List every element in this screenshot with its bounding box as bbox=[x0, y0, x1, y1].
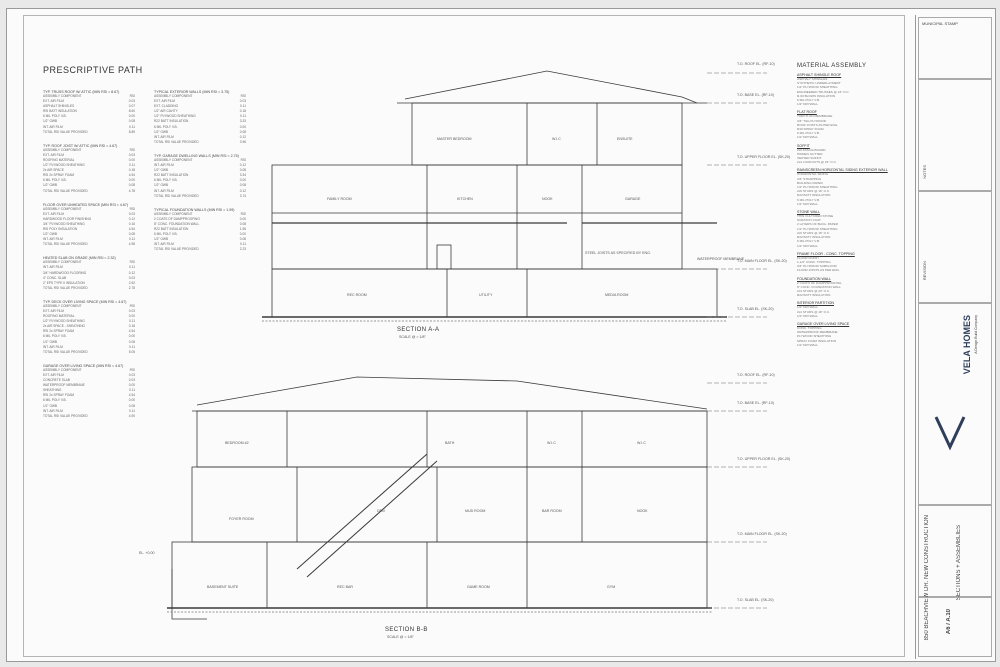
rsi-cell: 0.08 bbox=[128, 119, 135, 124]
component-cell: 2x AIR SPACE bbox=[43, 168, 64, 173]
material-assembly-title: RAINSCREEN HORIZONTAL SIDING EXTERIOR WALL bbox=[797, 168, 888, 173]
rsi-cell: 0.12 bbox=[239, 163, 246, 168]
rsi-cell: 0.11 bbox=[129, 237, 135, 242]
component-cell: 8" CONC. FOUNDATION WALL bbox=[154, 221, 200, 226]
rsi-cell: 0.11 bbox=[129, 344, 135, 349]
component-cell: EXT. AIR FILM bbox=[43, 309, 64, 313]
material-line: 1/2" DRYWALL bbox=[797, 102, 819, 107]
rsi-cell: 5.05 bbox=[128, 349, 135, 354]
rsi-cell: RSI bbox=[129, 303, 135, 308]
rsi-table-title: TYP. DECK OVER LIVING SPACE (MIN RSI = 4.67) bbox=[43, 299, 127, 304]
rsi-cell: 0.11 bbox=[129, 388, 135, 393]
rsi-cell: 0.03 bbox=[128, 309, 135, 313]
annotation: WATERPROOF MEMBRANE bbox=[697, 257, 745, 261]
material-line: R-60 BLOWN INSULATION bbox=[797, 93, 836, 98]
component-cell: 3/4" HARDWOOD FLOORING bbox=[43, 270, 87, 275]
component-cell: RSI 2x SPRAY FOAM bbox=[43, 329, 75, 334]
rsi-cell: RSI bbox=[129, 94, 135, 98]
component-cell: 4" CONC. SLAB bbox=[43, 275, 67, 280]
rsi-cell: 0.00 bbox=[128, 157, 135, 162]
component-cell: TOTAL RSI VALUE PROVIDED bbox=[43, 188, 88, 193]
component-cell: 1/2" PLYWOOD SHEATHING bbox=[43, 319, 85, 324]
component-cell: WATERPROOF MEMBRANE bbox=[43, 383, 85, 388]
component-cell: 1/2" GWB bbox=[154, 183, 169, 188]
component-cell: EXT. AIR FILM bbox=[43, 152, 64, 157]
room-label: MUD ROOM bbox=[465, 509, 486, 513]
component-cell: R22 BATT INSULATION bbox=[154, 119, 189, 124]
material-line: 1/2" PLYWOOD SHEATHING bbox=[797, 85, 838, 90]
component-cell: 6 MIL POLY V.B. bbox=[43, 398, 67, 403]
component-cell: TOTAL RSI VALUE PROVIDED bbox=[43, 285, 88, 290]
material-line: 2x6 STUDS @ 16" O.C. bbox=[797, 189, 830, 194]
rsi-table-title: TYP. TRUSS ROOF W/ ATTIC (MIN RSI = 8.67) bbox=[43, 90, 120, 94]
rsi-cell: 0.18 bbox=[239, 109, 246, 114]
component-cell: EXT. AIR FILM bbox=[154, 99, 175, 104]
material-assembly-title: ASPHALT SHINGLE ROOF bbox=[797, 73, 842, 77]
notes-box bbox=[918, 79, 992, 191]
component-cell: TOTAL RSI VALUE PROVIDED bbox=[154, 139, 199, 144]
component-cell: 6 MIL POLY V.B. bbox=[154, 178, 178, 183]
component-cell: R22 BATT INSULATION bbox=[154, 173, 189, 178]
material-line: SYNTHETIC UNDERLAYMENT bbox=[797, 81, 841, 86]
level-label: T.O. SLAB EL. (SK-20) bbox=[737, 598, 774, 602]
material-line: 3/4" PLYWOOD SUBFLOOR bbox=[797, 264, 837, 269]
rsi-cell: 8.60 bbox=[128, 109, 135, 114]
vela-logo-icon bbox=[930, 411, 970, 451]
rsi-table-title: FLOOR OVER UNHEATED SPACE (MIN RSI = 4.67) bbox=[43, 202, 129, 207]
room-label: MEDIA ROOM bbox=[605, 293, 629, 297]
material-assembly-title: SOFFIT bbox=[797, 143, 810, 148]
rsi-cell: 0.08 bbox=[128, 232, 135, 237]
rsi-cell: 0.11 bbox=[240, 242, 246, 247]
room-label: KITCHEN bbox=[457, 197, 473, 201]
rsi-cell: 1.96 bbox=[239, 226, 246, 231]
material-line: FLOOR JOISTS AS PER ENG. bbox=[797, 268, 840, 273]
component-cell: EXT. AIR FILM bbox=[43, 372, 64, 377]
rsi-cell: 0.12 bbox=[239, 188, 246, 193]
component-cell: 6 MIL POLY V.B. bbox=[43, 334, 67, 339]
annotation: STEEL JOISTS AS SPECIFIED BY ENG. bbox=[585, 251, 651, 255]
room-label: FOYER ROOM bbox=[229, 517, 254, 521]
component-cell: 3/4" PLYWOOD SHEATHING bbox=[43, 221, 85, 226]
drawing-sheet bbox=[6, 8, 996, 662]
material-line: BUILDING PAPER bbox=[797, 180, 823, 185]
rsi-cell: 0.03 bbox=[239, 99, 246, 104]
section-b-scale: SCALE @ = 1/8" bbox=[387, 635, 414, 639]
room-label: BASEMENT SUITE bbox=[207, 585, 239, 589]
rsi-cell: RSI bbox=[240, 94, 246, 98]
rsi-cell: RSI bbox=[129, 367, 135, 372]
rsi-cell: 0.16 bbox=[128, 221, 135, 226]
component-cell: 1/2" GWB bbox=[154, 168, 169, 173]
material-assembly-title: FLAT ROOF bbox=[797, 110, 817, 115]
room-label: UTILITY bbox=[479, 293, 493, 297]
rsi-cell: 0.11 bbox=[129, 163, 135, 168]
material-line: 6 MIL POLY V.B. bbox=[797, 131, 820, 136]
rsi-cell: RSI bbox=[129, 260, 135, 265]
material-line: SCRATCH COAT bbox=[797, 218, 821, 223]
component-cell: EXT. AIR FILM bbox=[43, 211, 64, 216]
component-cell: RSI POLY INSULATION bbox=[43, 226, 78, 231]
component-cell: 1/2" PLYWOOD SHEATHING bbox=[43, 163, 85, 168]
material-line: 2x4 STUDS @ 24" O.C. bbox=[797, 288, 830, 293]
material-line: CONC. TOPPING bbox=[797, 325, 822, 330]
logo-name: VELA HOMES bbox=[962, 315, 972, 375]
rsi-cell: 0.12 bbox=[128, 216, 135, 221]
component-cell: 1/2" GWB bbox=[43, 232, 58, 237]
material-line: 2 LAYERS OF BLDG. PAPER bbox=[797, 222, 838, 227]
material-line: R22 BATT INSULATION bbox=[797, 193, 831, 198]
material-line: R22 BATT INSULATION bbox=[797, 293, 831, 298]
component-cell: INT. AIR FILM bbox=[43, 237, 63, 242]
component-cell: 2x AIR SPACE - SHEATHING bbox=[43, 324, 86, 329]
level-label: T.O. BASE EL. (RF-10) bbox=[737, 401, 774, 405]
component-cell: ASSEMBLY COMPONENT bbox=[43, 303, 82, 308]
rsi-cell: 0.11 bbox=[240, 104, 246, 109]
component-cell: 6 MIL POLY V.B. bbox=[154, 232, 178, 237]
rsi-cell: 0.03 bbox=[128, 152, 135, 157]
level-label: T.O. ROOF EL. (RF-10) bbox=[737, 373, 775, 377]
rsi-cell: 4.54 bbox=[128, 393, 135, 398]
material-assembly bbox=[797, 63, 915, 347]
rsi-cell: 3.34 bbox=[239, 173, 246, 178]
rsi-cell: 0.00 bbox=[239, 232, 246, 237]
component-cell: RSI BATT INSULATION bbox=[43, 109, 77, 114]
component-cell: 1/2" PLYWOOD SHEATHING bbox=[154, 114, 196, 119]
component-cell: ROOFING MATERIAL bbox=[43, 157, 75, 162]
rsi-cell: 0.08 bbox=[239, 183, 246, 188]
rsi-cell: 0.12 bbox=[239, 134, 246, 139]
component-cell: 1/2" AIR CAVITY bbox=[154, 109, 178, 114]
material-line: ENGINEERED TRUSSES @ 24" O.C. bbox=[797, 89, 850, 94]
rsi-cell: 0.11 bbox=[129, 319, 135, 324]
component-cell: TOTAL RSI VALUE PROVIDED bbox=[43, 129, 88, 134]
rsi-cell: 0.00 bbox=[128, 383, 135, 388]
material-assembly-title: INTERIOR PARTITION bbox=[797, 301, 835, 306]
rsi-cell: 0.00 bbox=[239, 178, 246, 183]
sheet-number-box bbox=[918, 597, 992, 657]
rsi-cell: 4.78 bbox=[128, 188, 135, 193]
material-line: WATERPROOF MEMBRANE bbox=[797, 330, 838, 335]
material-list bbox=[797, 73, 915, 347]
component-cell: INT. AIR FILM bbox=[43, 408, 63, 413]
component-cell: ASSEMBLY COMPONENT bbox=[43, 147, 82, 152]
rsi-cell: 0.08 bbox=[239, 237, 246, 242]
rsi-cell: 2.52 bbox=[128, 280, 135, 285]
rsi-cell: 0.08 bbox=[239, 129, 246, 134]
component-cell: RSI 2x SPRAY FOAM bbox=[43, 393, 75, 398]
rsi-cell: 0.03 bbox=[128, 211, 135, 216]
project-name: 850 BEACHVIEW DR. NEW CONSTRUCTION bbox=[924, 515, 930, 641]
material-line: R22 BATT INSULATION bbox=[797, 235, 831, 240]
component-cell: ASSEMBLY COMPONENT bbox=[43, 260, 82, 265]
title-block bbox=[915, 15, 994, 659]
component-cell: INT. AIR FILM bbox=[43, 124, 63, 129]
level-label: T.O. BASE EL. (RF-10) bbox=[737, 93, 774, 97]
material-line: 1/2" DRYWALL bbox=[797, 201, 819, 206]
rsi-cell: 8.89 bbox=[128, 129, 135, 134]
room-label: GARAGE bbox=[625, 197, 641, 201]
material-line: 2x6 STUDS @ 16" O.C. bbox=[797, 230, 830, 235]
room-label: BATH bbox=[445, 441, 455, 445]
section-a-drawing bbox=[262, 71, 727, 321]
material-line: THIN CULTURED STONE bbox=[797, 214, 834, 219]
component-cell: ASSEMBLY COMPONENT bbox=[43, 94, 82, 98]
rsi-cell: RSI bbox=[240, 157, 246, 162]
material-assembly-heading: MATERIAL ASSEMBLY bbox=[797, 63, 867, 69]
component-cell: ASSEMBLY COMPONENT bbox=[43, 367, 82, 372]
material-line: 2x6 FASCIA BOARD bbox=[797, 147, 826, 152]
component-cell: 2" EPS TYPE II INSULATION bbox=[43, 280, 85, 285]
rsi-cell: 0.08 bbox=[128, 339, 135, 344]
room-label: MASTER BEDROOM bbox=[437, 137, 472, 141]
material-line: 6 MIL POLY V.B. bbox=[797, 239, 820, 244]
component-cell: 1/2" GWB bbox=[43, 339, 58, 344]
rsi-cell: 3.74 bbox=[239, 193, 246, 198]
component-cell: 1/2" GWB bbox=[154, 129, 169, 134]
component-cell: TOTAL RSI VALUE PROVIDED bbox=[43, 413, 88, 418]
material-assembly-title: GARAGE OVER LIVING SPACE bbox=[797, 321, 850, 326]
rsi-cell: RSI bbox=[240, 211, 246, 216]
annotation: EL. +0.00 bbox=[139, 551, 155, 555]
material-line: 2x4 STUDS @ 16" O.C. bbox=[797, 309, 830, 314]
rsi-table-title: TYP. ROOF JOIST W/ ATTIC (MIN RSI = 4.67) bbox=[43, 143, 118, 148]
rsi-cell: 0.08 bbox=[239, 168, 246, 173]
component-cell: 1/2" GWB bbox=[43, 183, 58, 188]
component-cell: 6 MIL POLY V.B. bbox=[154, 124, 178, 129]
material-line: SPRAY FOAM INSULATION bbox=[797, 338, 837, 343]
component-cell: ASSEMBLY COMPONENT bbox=[43, 206, 82, 211]
rsi-cell: 0.07 bbox=[128, 104, 135, 109]
prescriptive-path-heading: PRESCRIPTIVE PATH bbox=[43, 65, 143, 75]
component-cell: INT. AIR FILM bbox=[43, 265, 63, 270]
room-label: REC BAR bbox=[337, 585, 353, 589]
rsi-cell: 0.11 bbox=[129, 408, 135, 413]
rsi-cell: 0.03 bbox=[128, 372, 135, 377]
rsi-cell: 0.03 bbox=[128, 275, 135, 280]
component-cell: 1/2" GWB bbox=[43, 119, 58, 124]
rsi-cell: 0.12 bbox=[128, 270, 135, 275]
rsi-cell: 0.18 bbox=[128, 324, 135, 329]
room-label: W.I.C bbox=[637, 441, 646, 445]
room-label: GAME ROOM bbox=[467, 585, 490, 589]
material-line: 1/2" DRYWALL bbox=[797, 305, 819, 310]
section-a-scale: SCALE @ = 1/8" bbox=[399, 335, 426, 339]
material-assembly-title: FOUNDATION WALL bbox=[797, 276, 832, 281]
material-line: 1/2" PLYWOOD SHEATHING bbox=[797, 185, 838, 190]
stamp-box bbox=[918, 17, 992, 79]
room-label: W.I.C bbox=[552, 137, 561, 141]
contractor-box bbox=[918, 303, 992, 505]
material-line: 2x4 LOOKOUTS @ 24" O.C. bbox=[797, 160, 837, 165]
material-line: PLYWOOD SHEATHING bbox=[797, 334, 832, 339]
component-cell: INT. AIR FILM bbox=[43, 344, 63, 349]
logo-tagline: A Design Build Company bbox=[974, 315, 978, 354]
rsi-cell: 4.54 bbox=[128, 329, 135, 334]
material-line: TORCH-ON MEMBRANE bbox=[797, 114, 833, 119]
material-line: 1/2" DRYWALL bbox=[797, 135, 819, 140]
component-cell: ASSEMBLY COMPONENT bbox=[154, 211, 193, 216]
rsi-cell: 0.00 bbox=[239, 124, 246, 129]
component-cell: R22 BATT INSULATION bbox=[154, 226, 189, 231]
rsi-table-title: TYPICAL FOUNDATION WALLS (MIN RSI = 1.99) bbox=[154, 207, 235, 212]
material-line: 8" CONC. FOUNDATION WALL bbox=[797, 284, 841, 289]
room-label: FAMILY ROOM bbox=[327, 197, 352, 201]
rsi-cell: RSI bbox=[129, 147, 135, 152]
revision-label: REVISION bbox=[922, 261, 927, 281]
rsi-table-title: HEATED SLAB ON GRADE (MIN RSI = 2.32) bbox=[43, 256, 116, 261]
rsi-cell: 3.33 bbox=[239, 119, 246, 124]
rsi-cell: 0.03 bbox=[128, 99, 135, 104]
rsi-cell: 4.90 bbox=[128, 413, 135, 418]
rsi-cell: 0.18 bbox=[128, 168, 135, 173]
rsi-cell: 0.00 bbox=[239, 216, 246, 221]
sheet-number: A6 / A.10 bbox=[946, 609, 952, 635]
material-line: ASPHALT SHINGLES bbox=[797, 77, 828, 81]
rsi-cell: 4.54 bbox=[128, 226, 135, 231]
material-line: 1/2" PLYWOOD SHEATHING bbox=[797, 226, 838, 231]
component-cell: INT. AIR FILM bbox=[154, 134, 174, 139]
level-label: T.O. ROOF EL. (RF-10) bbox=[737, 62, 775, 66]
component-cell: INT. AIR FILM bbox=[154, 188, 174, 193]
rsi-cell: 0.11 bbox=[129, 265, 135, 270]
sheet-title: SECTIONS + ASSEMBLIES bbox=[956, 525, 962, 601]
level-label: T.O. MAIN FLOOR EL. (SK-20) bbox=[737, 532, 787, 536]
component-cell: 6 MIL POLY V.B. bbox=[43, 114, 67, 119]
room-label: GYM bbox=[607, 585, 616, 589]
component-cell: CONCRETE SLAB bbox=[43, 378, 70, 383]
component-cell: INT. AIR FILM bbox=[154, 163, 174, 168]
component-cell: ASSEMBLY COMPONENT bbox=[154, 94, 193, 98]
component-cell: TOTAL RSI VALUE PROVIDED bbox=[43, 349, 88, 354]
component-cell: TOTAL RSI VALUE PROVIDED bbox=[154, 247, 199, 252]
revision-box bbox=[918, 191, 992, 303]
level-label: T.O. UPPER FLOOR EL. (SK-20) bbox=[737, 155, 791, 159]
room-label: BEDROOM #2 bbox=[225, 441, 249, 445]
rsi-cell: 0.03 bbox=[128, 378, 135, 383]
rsi-cell: 0.00 bbox=[128, 334, 135, 339]
section-b-title: SECTION B-B bbox=[385, 627, 428, 633]
material-line: 1-1/2" CONC. TOPPING bbox=[797, 259, 831, 264]
material-assembly-title: FRAME FLOOR - CONC. TOPPING bbox=[797, 251, 855, 256]
rsi-cell: 0.08 bbox=[128, 403, 135, 408]
component-cell: INT. AIR FILM bbox=[154, 242, 174, 247]
notes-label: NOTES bbox=[922, 165, 927, 179]
rsi-cell: 0.08 bbox=[128, 183, 135, 188]
section-b-drawing bbox=[167, 377, 712, 619]
material-line: HIDDEN GUTTER bbox=[797, 151, 823, 156]
level-label: T.O. UPPER FLOOR EL. (SK-20) bbox=[737, 457, 791, 461]
rsi-cell: 2.78 bbox=[128, 285, 135, 290]
component-cell: 2 COATS OF DAMPPROOFING bbox=[154, 216, 200, 221]
material-line: 1/2" DRYWALL bbox=[797, 243, 819, 248]
rsi-cell: 4.98 bbox=[128, 242, 135, 247]
component-cell: TOTAL RSI VALUE PROVIDED bbox=[43, 242, 88, 247]
room-label: NOOK bbox=[542, 197, 553, 201]
rsi-table-title: GARAGE OVER LIVING SPACE (MIN RSI = 4.67) bbox=[43, 363, 124, 368]
component-cell: 1/2" GWB bbox=[154, 237, 169, 242]
component-cell: 6 MIL POLY V.B. bbox=[43, 178, 67, 183]
component-cell: ASPHALT SHINGLES bbox=[43, 104, 75, 109]
material-line: 6 MIL POLY V.B. bbox=[797, 98, 820, 103]
material-line: 6 MIL POLY V.B. bbox=[797, 197, 820, 202]
rsi-table-title: TYP. GARAGE DWELLING WALLS (MIN RSI = 2.75) bbox=[154, 153, 239, 158]
rsi-cell: 0.11 bbox=[129, 124, 135, 129]
rsi-cell: 0.00 bbox=[128, 398, 135, 403]
component-cell: HARDWOOD FLOOR FINISHING bbox=[43, 216, 92, 221]
rsi-cell: RSI bbox=[129, 206, 135, 211]
rsi-cell: 3.96 bbox=[239, 139, 246, 144]
room-label: REC ROOM bbox=[347, 293, 367, 297]
component-cell: 1/2" GWB bbox=[43, 403, 58, 408]
component-cell: TOTAL RSI VALUE PROVIDED bbox=[154, 193, 199, 198]
stamp-label: MUNICIPAL STAMP bbox=[922, 21, 958, 26]
material-line: ROOF JOISTS AS PER ENG. bbox=[797, 122, 839, 127]
rsi-cell: 0.00 bbox=[128, 314, 135, 319]
room-label: ENSUITE bbox=[617, 137, 633, 141]
level-label: T.O. MAIN FLOOR EL. (SK-20) bbox=[737, 259, 787, 263]
component-cell: RSI 2x SPRAY FOAM bbox=[43, 173, 75, 178]
room-label: NOOK bbox=[637, 509, 648, 513]
material-line: VENTED SOFFIT bbox=[797, 156, 822, 161]
material-line: 3/4" T&G PLYWOOD bbox=[797, 118, 827, 123]
material-assembly-title: STONE WALL bbox=[797, 210, 820, 215]
level-label: T.O. SLAB EL. (SK-20) bbox=[737, 307, 774, 311]
rsi-cell: 0.00 bbox=[128, 114, 135, 119]
rsi-cell: 0.08 bbox=[239, 221, 246, 226]
room-label: W.I.C bbox=[547, 441, 556, 445]
rsi-cell: 0.11 bbox=[240, 114, 246, 119]
rsi-cell: 0.00 bbox=[128, 178, 135, 183]
component-cell: SHEATHING bbox=[43, 388, 62, 393]
material-line: 1/2" DRYWALL bbox=[797, 313, 819, 318]
component-cell: ROOFING MATERIAL bbox=[43, 314, 75, 319]
material-line: 3/4" STRAPPING bbox=[797, 176, 822, 181]
component-cell: ASSEMBLY COMPONENT bbox=[154, 157, 193, 162]
rsi-cell: 2.23 bbox=[239, 247, 246, 252]
component-cell: EXT. CLADDING bbox=[154, 104, 179, 109]
material-line: FLOOR FINISH bbox=[797, 255, 819, 260]
room-label: BAR ROOM bbox=[542, 509, 562, 513]
material-line: R40 SPRAY FOAM bbox=[797, 127, 824, 132]
material-line: HORIZONTAL SIDING bbox=[797, 172, 829, 177]
room-label: DEN bbox=[377, 509, 385, 513]
rsi-table-title: TYPICAL EXTERIOR WALLS (MIN RSI = 3.75) bbox=[154, 90, 230, 94]
rsi-cell: 4.54 bbox=[128, 173, 135, 178]
component-cell: EXT. AIR FILM bbox=[43, 99, 64, 104]
material-line: 2 COATS OF DAMPPROOFING bbox=[797, 280, 842, 285]
material-line: 1/2" DRYWALL bbox=[797, 342, 819, 347]
section-a-title: SECTION A-A bbox=[397, 327, 440, 333]
